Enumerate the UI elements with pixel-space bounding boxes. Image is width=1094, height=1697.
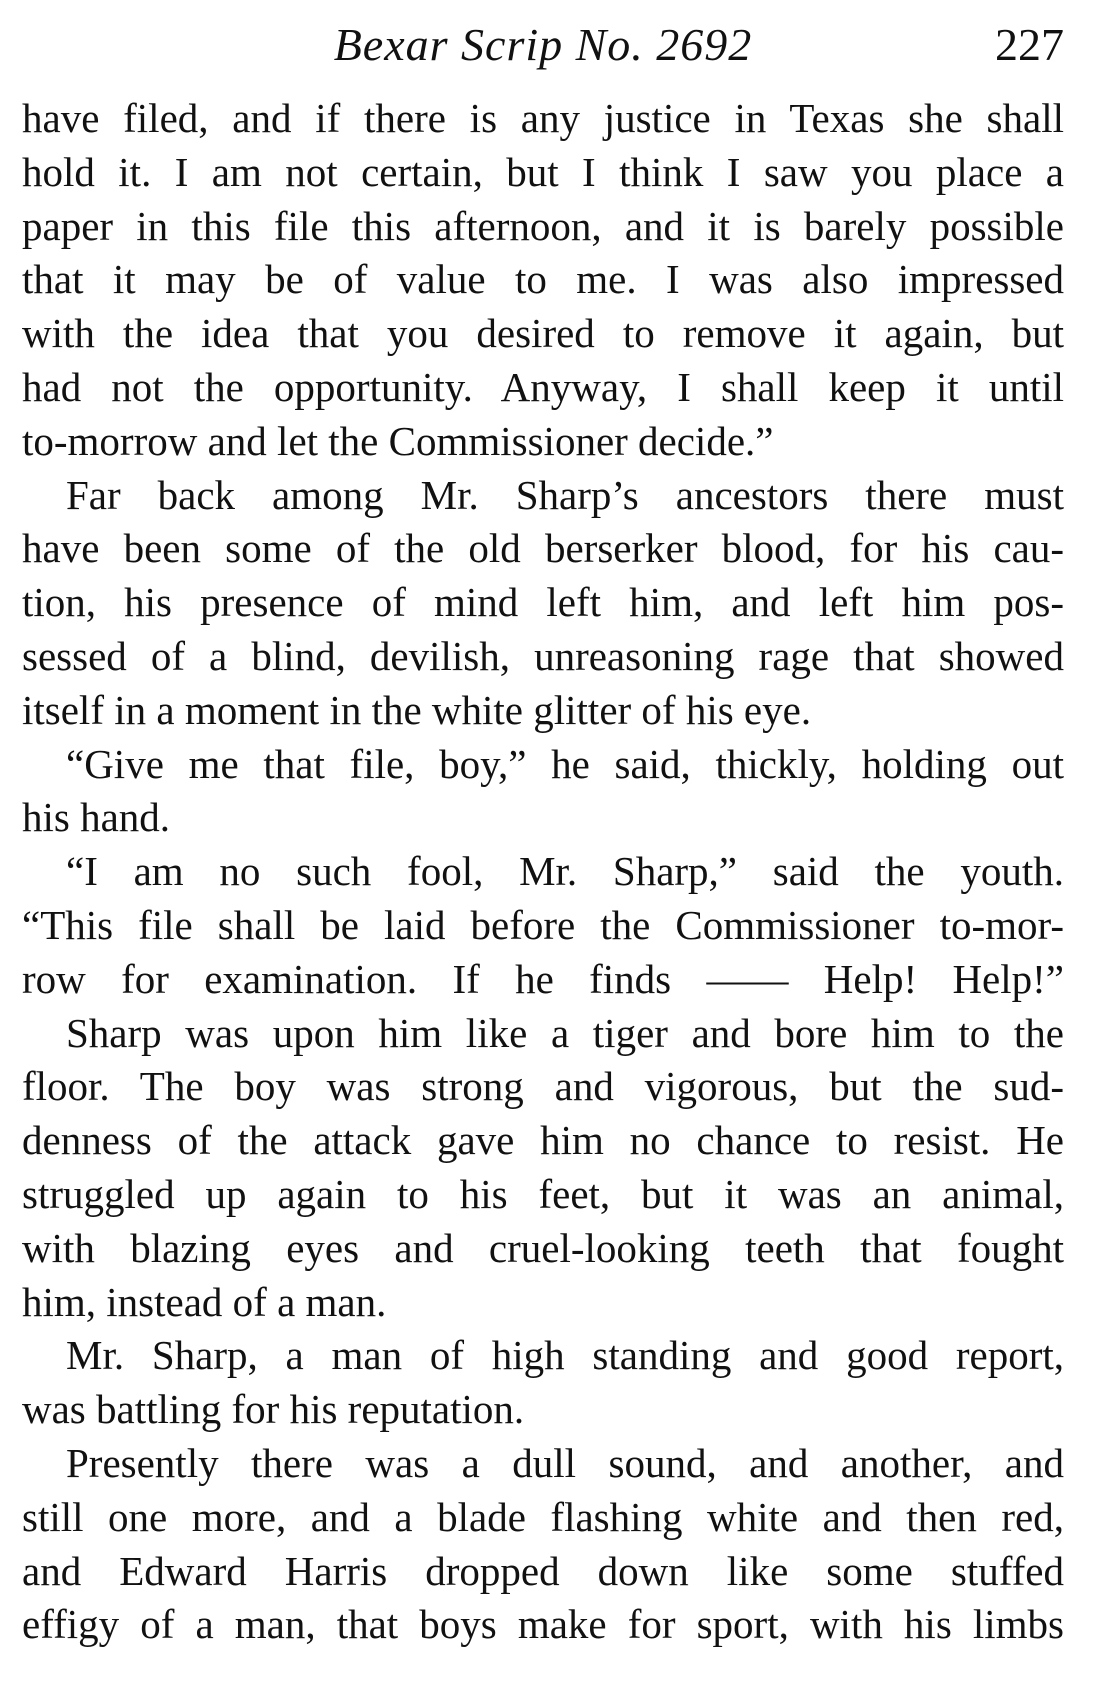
text-line: with the idea that you desired to remove it again, but — [22, 310, 1064, 357]
paragraph — [22, 738, 1064, 846]
text-line: was battling for his reputation. — [22, 1386, 525, 1433]
text-line: row for examination. If he finds —— Help! Help!” — [22, 955, 1064, 1002]
text-line: denness of the attack gave him no chance to resist. He — [22, 1117, 1064, 1164]
text-line: “This file shall be laid before the Commissioner to-mor- — [22, 901, 1064, 948]
text-line: Sharp was upon him like a tiger and bore him to the — [66, 1009, 1064, 1056]
paragraph — [22, 1437, 1064, 1652]
text-line: Mr. Sharp, a man of high standing and good report, — [66, 1332, 1064, 1379]
text-line: to-morrow and let the Commissioner decide.” — [22, 417, 774, 464]
text-line: Presently there was a dull sound, and another, and — [66, 1439, 1064, 1486]
paragraph — [22, 469, 1064, 738]
paragraph — [22, 92, 1064, 469]
paragraph — [22, 1007, 1064, 1330]
text-line: with blazing eyes and cruel-looking teeth that fought — [22, 1224, 1064, 1271]
text-line: him, instead of a man. — [22, 1278, 387, 1325]
text-line: that it may be of value to me. I was also impressed — [22, 256, 1064, 303]
text-line: “Give me that file, boy,” he said, thickly, holding out — [66, 740, 1064, 787]
text-line: still one more, and a blade flashing white and then red, — [22, 1493, 1064, 1540]
text-line: hold it. I am not certain, but I think I saw you place a — [22, 148, 1064, 195]
text-line: itself in a moment in the white glitter of his eye. — [22, 686, 812, 733]
body-text — [22, 92, 1064, 1652]
text-line: Far back among Mr. Sharp’s ancestors there must — [66, 471, 1064, 518]
text-line: effigy of a man, that boys make for sport, with his limbs — [22, 1601, 1064, 1648]
text-line: had not the opportunity. Anyway, I shall keep it until — [22, 363, 1064, 410]
text-line: “I am no such fool, Mr. Sharp,” said the youth. — [66, 848, 1064, 895]
page-number: 227 — [995, 19, 1064, 70]
paragraph — [22, 845, 1064, 1006]
text-line: have filed, and if there is any justice in Texas she shall — [22, 95, 1064, 141]
running-title: Bexar Scrip No. 2692 — [333, 19, 753, 70]
paragraph — [22, 1329, 1064, 1437]
text-line: and Edward Harris dropped down like some stuffed — [22, 1547, 1064, 1594]
text-line: have been some of the old berserker blood, for his cau- — [22, 525, 1064, 572]
text-line: paper in this file this afternoon, and it is barely possible — [22, 202, 1064, 249]
text-line: tion, his presence of mind left him, and left him pos- — [22, 579, 1064, 626]
text-line: struggled up again to his feet, but it was an animal, — [22, 1170, 1064, 1217]
page-header — [22, 18, 1064, 88]
text-line: sessed of a blind, devilish, unreasoning rage that showed — [22, 632, 1064, 679]
text-line: floor. The boy was strong and vigorous, but the sud- — [22, 1063, 1064, 1110]
text-line: his hand. — [22, 794, 171, 841]
